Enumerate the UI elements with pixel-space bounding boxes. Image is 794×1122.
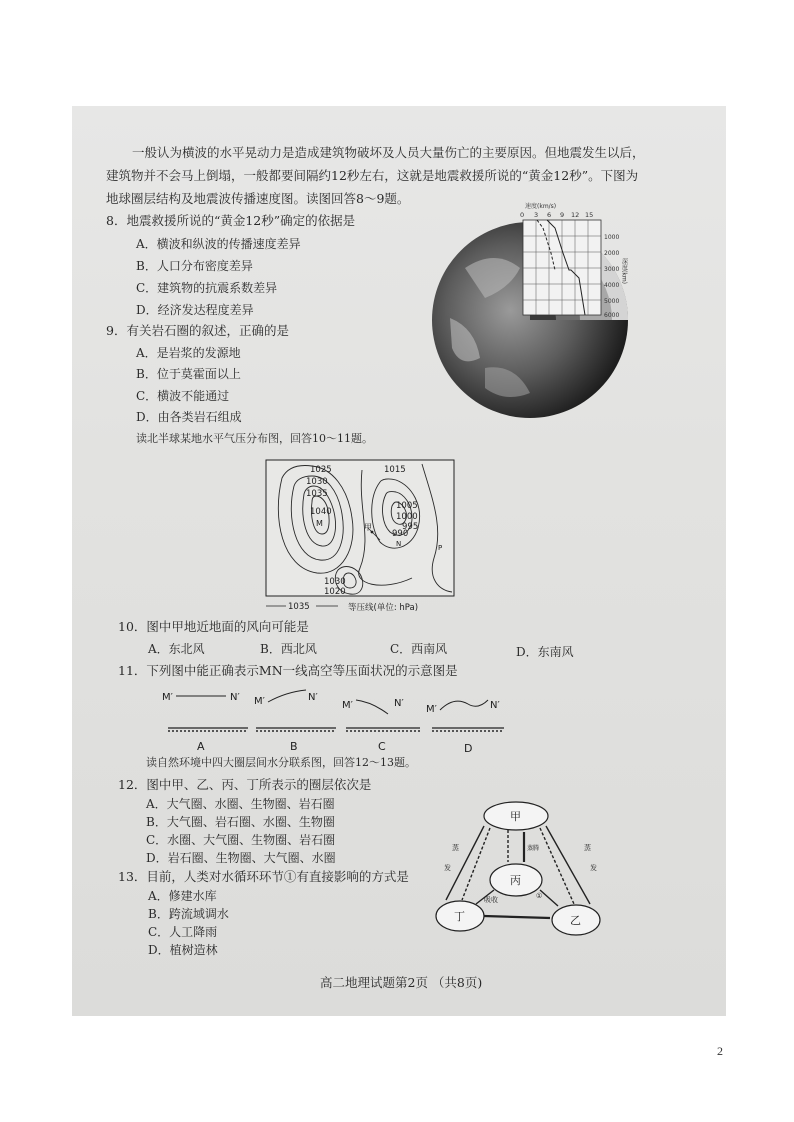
q8-stem: 8．地震救援所说的“黄金12秒”确定的依据是 (106, 213, 356, 228)
q13-option-a: A．修建水库 (148, 889, 217, 903)
isobar-label-p: P (438, 544, 443, 552)
isobar-label-n: N (396, 540, 402, 548)
q13-option-c: C．人工降雨 (148, 925, 218, 939)
speed-tick: 3 (534, 211, 539, 219)
cycle-intro: 读自然环境中四大圈层间水分联系图，回答12～13题。 (146, 756, 416, 769)
isobar-map (262, 458, 458, 614)
page-footer: 高二地理试题第2页 （共8页) (320, 975, 483, 990)
n-label: N′ (394, 698, 404, 709)
node-jia-label: 甲 (510, 810, 521, 823)
q9-option-c: C．横波不能通过 (136, 389, 230, 403)
q10-option-d: D．东南风 (516, 645, 574, 659)
q9-option-a: A．是岩浆的发源地 (136, 346, 241, 360)
node-bing-label: 丙 (510, 874, 521, 887)
water-cycle-diagram (424, 796, 620, 946)
option-letter-b: B (290, 740, 298, 753)
m-label: M′ (254, 696, 265, 707)
node-yi-label: 乙 (570, 914, 581, 927)
q9-stem: 9．有关岩石圈的叙述，正确的是 (106, 323, 289, 338)
depth-axis-label: 深度(km) (620, 258, 628, 285)
q10-option-a: A．东北风 (148, 642, 205, 656)
node-ding-label: 丁 (454, 910, 465, 923)
isobar-label: 1030 (306, 477, 328, 487)
isobar-label: 995 (402, 522, 419, 532)
depth-tick: 4000 (604, 282, 620, 289)
arrow-label: 发 (444, 864, 451, 872)
isobar-label: 1000 (396, 512, 418, 522)
depth-tick: 1000 (604, 234, 620, 241)
isobar-caption: 等压线(单位: hPa) (348, 603, 419, 613)
q8-option-c: C．建筑物的抗震系数差异 (136, 281, 278, 295)
arrow-label: 发 (590, 864, 597, 872)
q8-option-a: A．横波和纵波的传播速度差异 (136, 237, 301, 251)
q10-stem: 10．图中甲地近地面的风向可能是 (118, 619, 309, 634)
speed-tick: 15 (585, 211, 594, 219)
speed-grid (523, 220, 601, 315)
option-letter-d: D (464, 742, 473, 755)
q8-option-b: B．人口分布密度差异 (136, 259, 253, 273)
depth-tick: 3000 (604, 266, 620, 273)
arrow-label: ① (536, 892, 543, 900)
arrow-label: 蒸 (452, 844, 459, 852)
q11-stem: 11．下列图中能正确表示MN一线高空等压面状况的示意图是 (118, 663, 458, 678)
q10-option-b: B．西北风 (260, 642, 317, 656)
diagram-a (162, 692, 248, 753)
n-label: N′ (490, 700, 500, 711)
isobar-bottom-label: 1035 (288, 602, 310, 612)
q13-option-b: B．跨流域调水 (148, 907, 229, 921)
arrow-label: 吸收 (484, 896, 498, 904)
diagram-c (342, 698, 420, 753)
map-frame (266, 460, 454, 596)
m-label: M′ (342, 700, 353, 711)
depth-tick: 6000 (604, 312, 620, 319)
speed-axis-label: 速度(km/s) (525, 203, 557, 210)
m-label: M′ (162, 692, 173, 703)
q10-option-c: C．西南风 (390, 642, 448, 656)
speed-tick: 12 (571, 211, 580, 219)
n-label: N′ (308, 692, 318, 703)
q13-stem: 13．目前，人类对水循环环节①有直接影响的方式是 (118, 869, 409, 884)
isobar-label: 1020 (324, 587, 346, 597)
q13-option-d: D．植树造林 (148, 943, 218, 957)
isobar-label: 1025 (310, 465, 332, 475)
isobar-label: 1030 (324, 577, 346, 587)
arrow-label: 蒸 (584, 844, 591, 852)
earth-structure-figure (425, 198, 641, 420)
arrow-label: 蒸腾 (527, 845, 540, 852)
q9-option-b: B．位于莫霍面以上 (136, 367, 241, 381)
n-label: N′ (230, 692, 240, 703)
intro-line-2: 建筑物并不会马上倒塌，一般都要间隔约12秒左右，这就是地震救援所说的“黄金12秒”。下图为 (106, 168, 639, 183)
option-letter-a: A (197, 740, 205, 753)
depth-tick: 2000 (604, 250, 620, 257)
intro-line-3: 地球圈层结构及地震波传播速度图。读图回答8～9题。 (106, 191, 410, 206)
isobar-label: 1035 (306, 489, 328, 499)
option-letter-c: C (378, 740, 386, 753)
m-label: M′ (426, 704, 437, 715)
isobar-label: 990 (392, 529, 409, 539)
q12-option-d: D．岩石圈、生物圈、大气圈、水圈 (146, 851, 336, 865)
q9-option-d: D．由各类岩石组成 (136, 410, 242, 424)
isobar-label-jia: 甲 (364, 523, 372, 532)
diagram-b (254, 690, 336, 753)
isobar-label: 1015 (384, 465, 406, 475)
isobar-label: 1005 (396, 501, 418, 511)
q12-option-a: A．大气圈、水圈、生物圈、岩石圈 (146, 797, 335, 811)
isobar-label-m: M (316, 519, 323, 528)
depth-tick: 5000 (604, 298, 620, 305)
q8-option-d: D．经济发达程度差异 (136, 303, 254, 317)
speed-tick: 0 (520, 211, 525, 219)
q12-stem: 12．图中甲、乙、丙、丁所表示的圈层依次是 (118, 777, 372, 792)
map-intro: 读北半球某地水平气压分布图，回答10～11题。 (136, 432, 373, 445)
q12-option-b: B．大气圈、岩石圈、水圈、生物圈 (146, 815, 335, 829)
intro-line-1: 一般认为横波的水平晃动力是造成建筑物破坏及人员大量伤亡的主要原因。但地震发生以后， (132, 145, 645, 160)
speed-tick: 9 (560, 211, 565, 219)
q12-option-c: C．水圈、大气圈、生物圈、岩石圈 (146, 833, 336, 847)
q11-pressure-diagrams (150, 684, 506, 758)
diagram-d (426, 700, 504, 755)
speed-tick: 6 (547, 211, 552, 219)
isobar-label: 1040 (310, 507, 332, 517)
page-number: 2 (717, 1044, 723, 1058)
